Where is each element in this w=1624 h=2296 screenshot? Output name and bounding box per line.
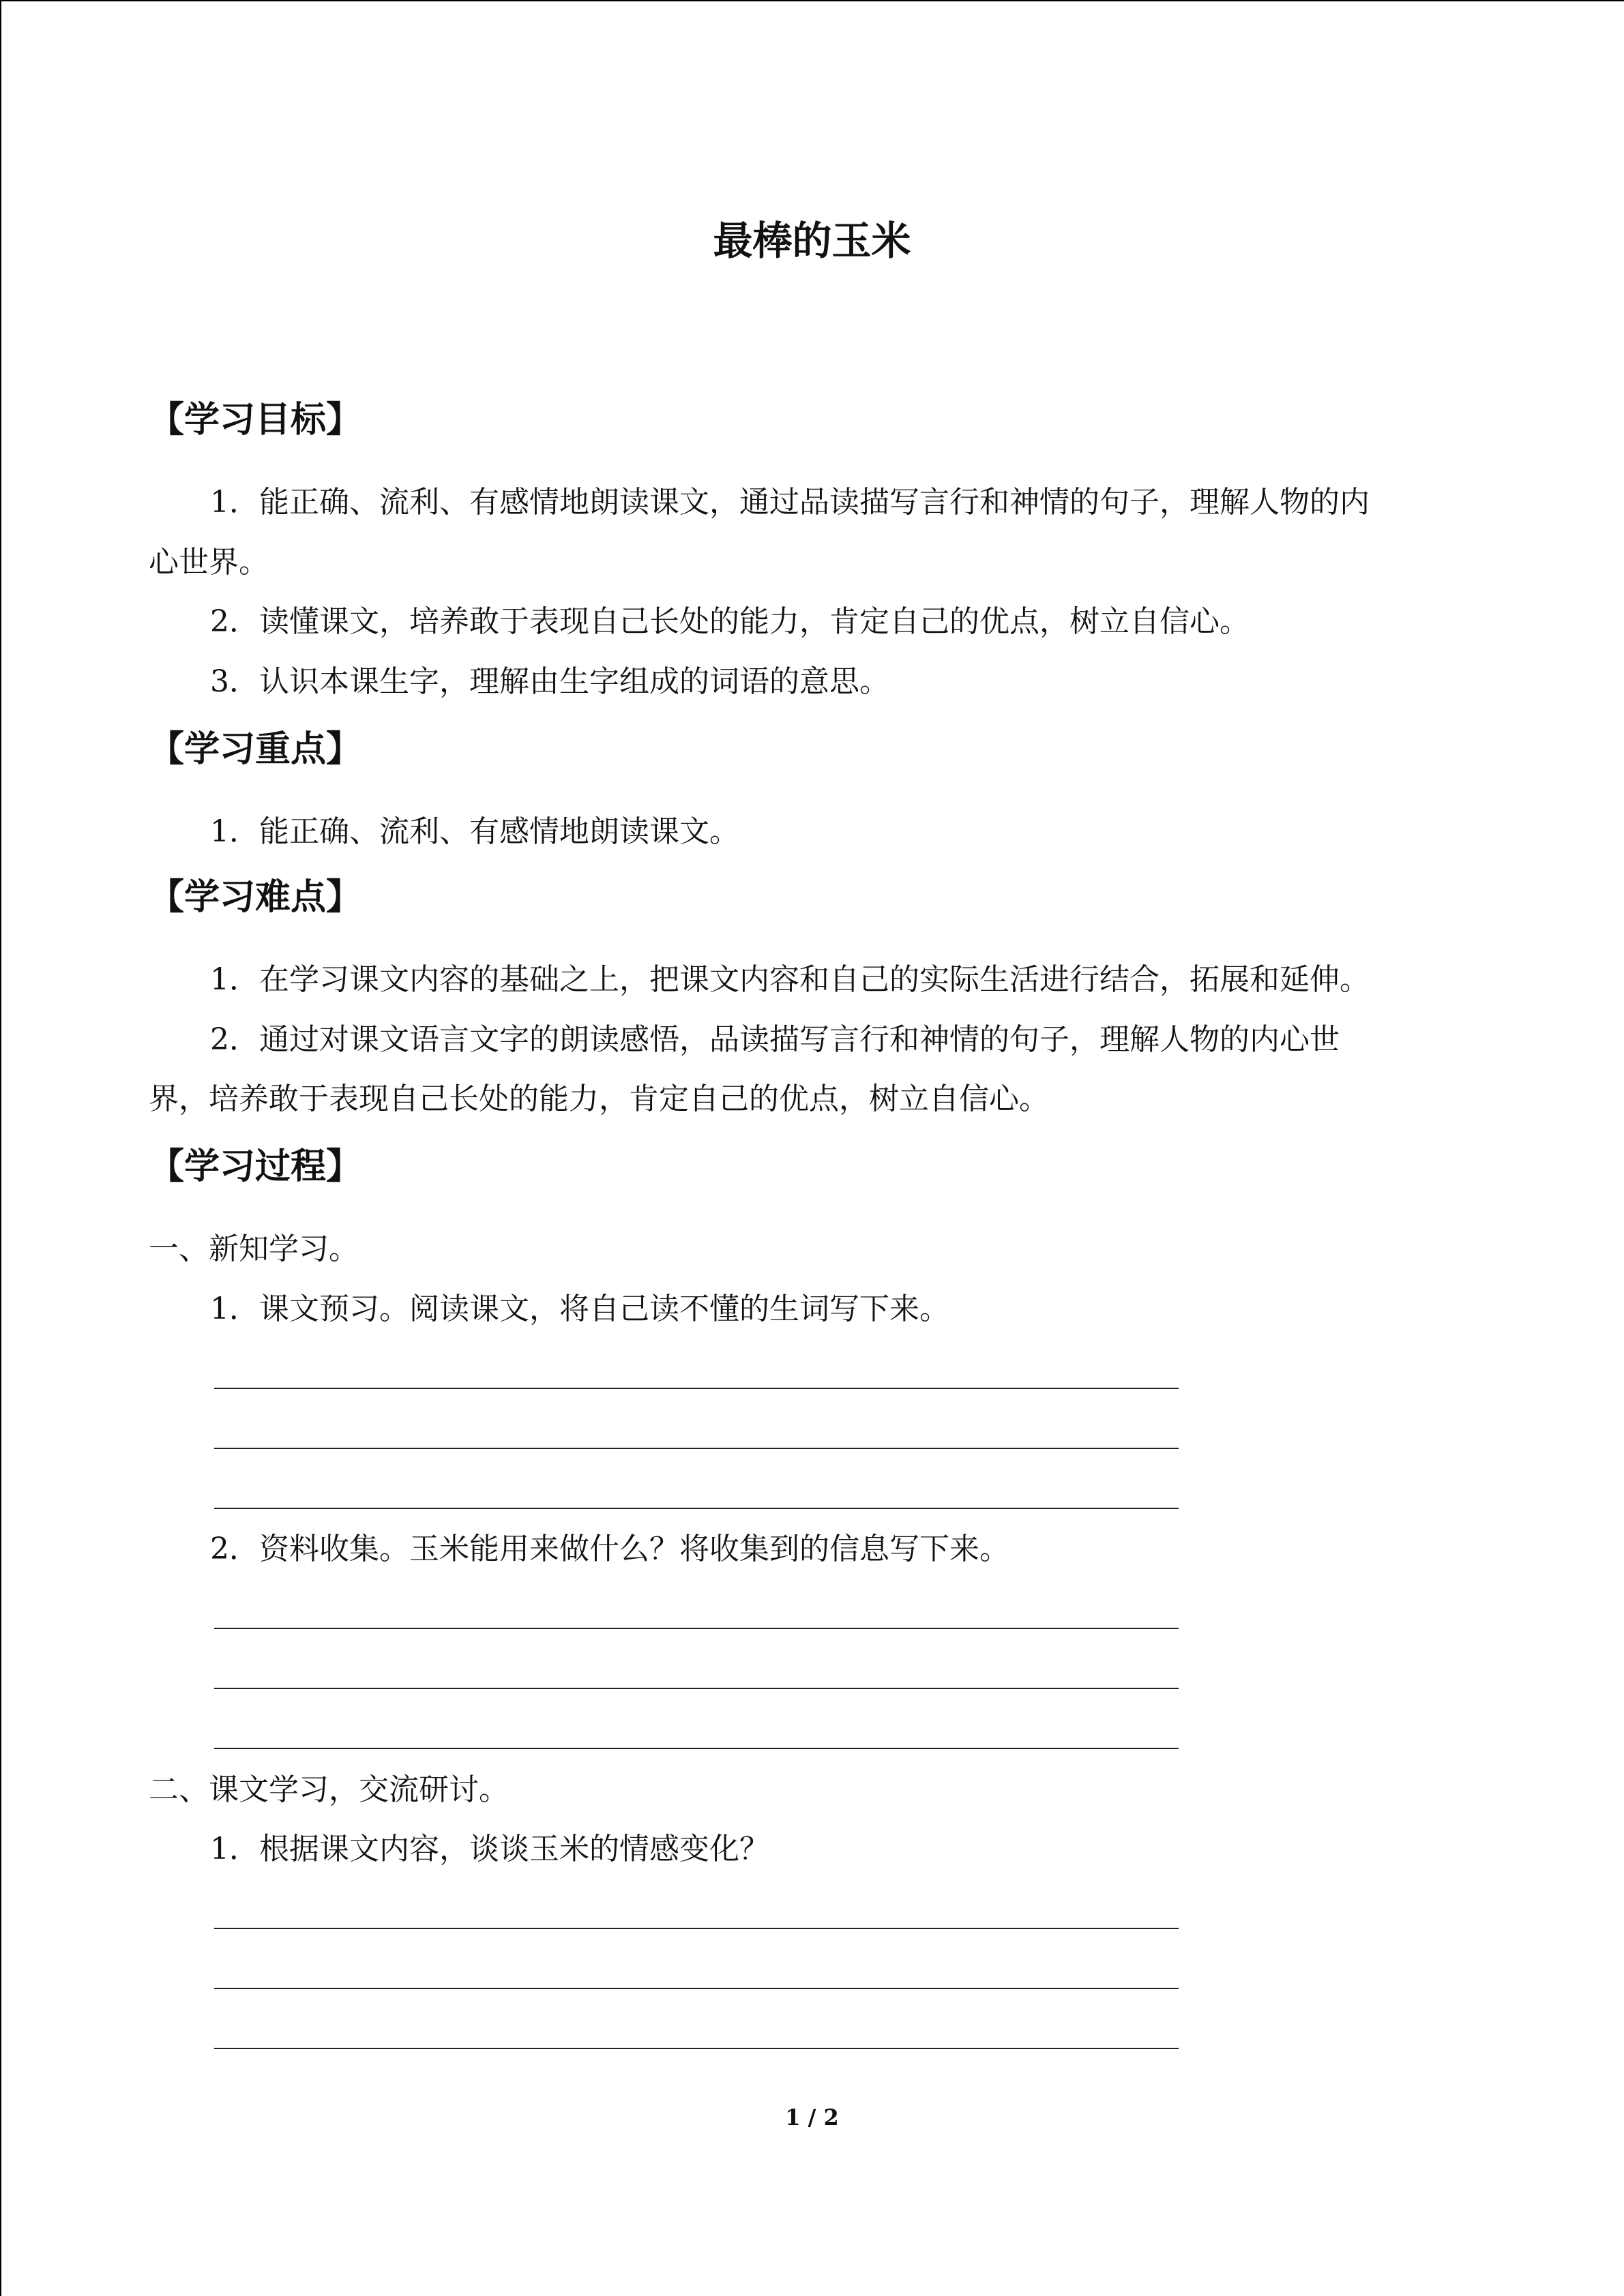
difficulty-2-line-1: 2．通过对课文语言文字的朗读感悟，品读描写言行和神情的句子，理解人物的内心世 bbox=[210, 1022, 1340, 1057]
process-part-2: 二、课文学习，交流研讨。 bbox=[149, 1772, 509, 1807]
answer-line[interactable] bbox=[214, 1748, 1179, 1749]
answer-line[interactable] bbox=[214, 1688, 1179, 1689]
objective-1-line-2: 心世界。 bbox=[149, 545, 269, 580]
answer-line[interactable] bbox=[214, 1388, 1179, 1389]
objective-2: 2．读懂课文，培养敢于表现自己长处的能力，肯定自己的优点，树立自信心。 bbox=[210, 604, 1250, 639]
heading-objectives: 【学习目标】 bbox=[149, 400, 362, 441]
objective-3: 3．认识本课生字，理解由生字组成的词语的意思。 bbox=[210, 664, 889, 699]
answer-line[interactable] bbox=[214, 1448, 1179, 1449]
question-1: 1．课文预习。阅读课文，将自己读不懂的生词写下来。 bbox=[210, 1292, 949, 1326]
key-point-1: 1．能正确、流利、有感情地朗读课文。 bbox=[210, 814, 739, 849]
answer-line[interactable] bbox=[214, 1988, 1179, 1989]
question-2: 2．资料收集。玉米能用来做什么？将收集到的信息写下来。 bbox=[210, 1532, 1009, 1566]
answer-line[interactable] bbox=[214, 1628, 1179, 1629]
answer-line[interactable] bbox=[214, 1508, 1179, 1509]
document-title: 最棒的玉米 bbox=[713, 218, 911, 264]
objective-1-line-1: 1．能正确、流利、有感情地朗读课文，通过品读描写言行和神情的句子，理解人物的内 bbox=[210, 485, 1370, 520]
question-3: 1．根据课文内容，谈谈玉米的情感变化？ bbox=[210, 1832, 769, 1866]
difficulty-1: 1．在学习课文内容的基础之上，把课文内容和自己的实际生活进行结合，拓展和延伸。 bbox=[210, 962, 1370, 997]
answer-line[interactable] bbox=[214, 2048, 1179, 2049]
heading-difficulties: 【学习难点】 bbox=[149, 877, 362, 918]
difficulty-2-line-2: 界，培养敢于表现自己长处的能力，肯定自己的优点，树立自信心。 bbox=[149, 1082, 1049, 1116]
heading-process: 【学习过程】 bbox=[149, 1146, 362, 1187]
heading-key-points: 【学习重点】 bbox=[149, 729, 362, 770]
process-part-1: 一、新知学习。 bbox=[149, 1232, 359, 1266]
answer-line[interactable] bbox=[214, 1928, 1179, 1929]
page-number: 1 / 2 bbox=[785, 2104, 839, 2130]
